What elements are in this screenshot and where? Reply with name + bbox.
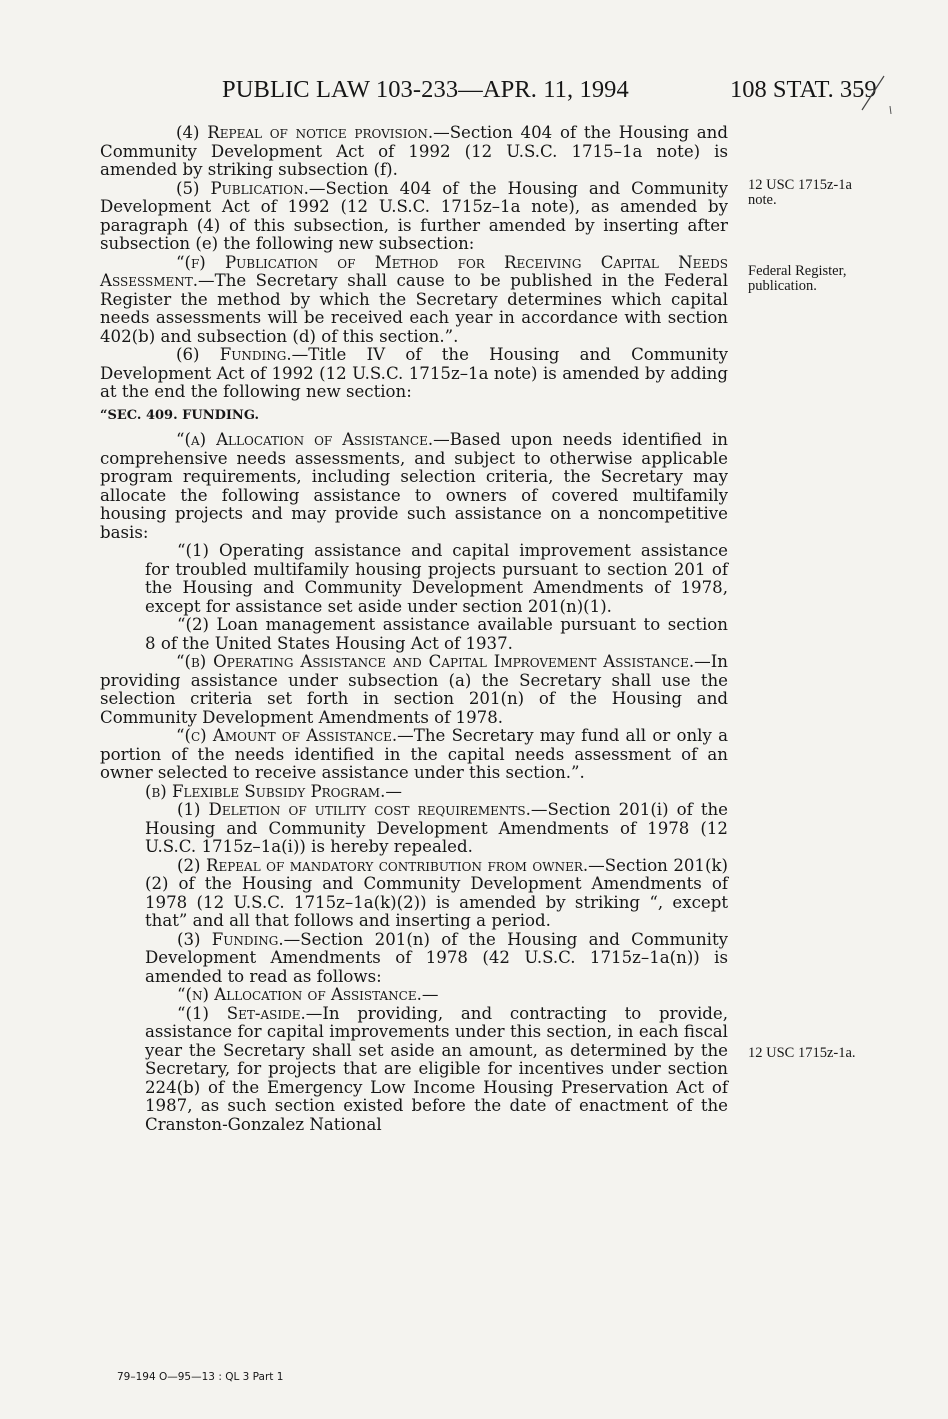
clause-1-set-aside: “(1) Set-aside.—In providing, and contracting to provide, assistance for capital improvements under this section, in each fiscal year the Secretary shall set aside an amount, as determined by the Secretary, for projects that are eligible for incentives under section 224(b) of the Emergency Low Income Housing Preservation Act of 1987, as such section existed before the date of enactment of the Cranston-Gonzalez National bbox=[145, 1003, 728, 1134]
clause-2-loan-management: “(2) Loan management assistance available pursuant to section 8 of the United States Housing Act of 1937. bbox=[145, 615, 728, 653]
section-409-heading: “SEC. 409. FUNDING. bbox=[100, 407, 259, 423]
statute-page-number: 108 STAT. 359 bbox=[730, 76, 877, 103]
subsection-n-allocation: “(n) Allocation of Assistance.— bbox=[177, 985, 439, 1004]
paragraph-repeal-contribution: (2) Repeal of mandatory contribution from owner.—Section 201(k)(2) of the Housing and Community Development Amendments of 1978 (12 U.S.C. 1715z–1a(k)(2)) is amended by striking “, except that” and all that follows and inserting a period. bbox=[145, 855, 728, 930]
handwritten-slash-mark bbox=[860, 70, 896, 116]
paragraph-funding-201n: (3) Funding.—Section 201(n) of the Housing and Community Development Amendments of 1978 (42 U.S.C. 1715z–1a(n)) is amended to read as follows: bbox=[145, 929, 728, 986]
print-footer: 79–194 O—95—13 : QL 3 Part 1 bbox=[117, 1371, 284, 1383]
statute-body bbox=[100, 124, 728, 1134]
paragraph-publication: (5) Publication.—Section 404 of the Housing and Community Development Act of 1992 (12 U.S.C. 1715z–1a note), as amended by paragraph (4) of this subsection, is further amended by inserting after subsection (e) the following new subsection: bbox=[100, 178, 728, 253]
margin-note-citation-2: 12 USC 1715z-1a. bbox=[748, 1045, 856, 1061]
margin-note-federal-register: Federal Register, publication. bbox=[748, 263, 847, 294]
paragraph-repeal-notice: (4) Repeal of notice provision.—Section 404 of the Housing and Community Development Act of 1992 (12 U.S.C. 1715–1a note) is amended by striking subsection (f). bbox=[100, 123, 728, 179]
subsection-b-operating-assistance: “(b) Operating Assistance and Capital Improvement Assistance.—In providing assistance under subsection (a) the Secretary shall use the selection criteria set forth in section 201(n) of the Housing and Community Development Amendments of 1978. bbox=[100, 652, 728, 727]
header-title: PUBLIC LAW 103-233—APR. 11, 1994 bbox=[222, 76, 629, 103]
paragraph-funding: (6) Funding.—Title IV of the Housing and Community Development Act of 1992 (12 U.S.C. 1715z–1a note) is amended by adding at the end the following new section: bbox=[100, 345, 728, 401]
subsection-f-publication-method: “(f) Publication of Method for Receiving Capital Needs Assessment.—The Secretary shall cause to be published in the Federal Register the method by which the Secretary determines which capital needs assessments will be received each year in accordance with section 402(b) and subsection (d) of this section.”. bbox=[100, 252, 728, 346]
page-header bbox=[0, 70, 948, 110]
subsection-a-allocation: “(a) Allocation of Assistance.—Based upon needs identified in comprehensive needs assessments, and subject to otherwise applicable program requirements, including selection criteria, the Secretary may allocate the following assistance to owners of covered multifamily housing projects and may provide such assistance on a noncompetitive basis: bbox=[100, 430, 728, 542]
clause-1-operating-assistance: “(1) Operating assistance and capital improvement assistance for troubled multifamily housing projects pursuant to section 201 of the Housing and Community Development Amendments of 1978, except for assistance set aside under section 201(n)(1). bbox=[145, 541, 728, 616]
subsection-c-amount: “(c) Amount of Assistance.—The Secretary may fund all or only a portion of the needs identified in the capital needs assessment of an owner selected to receive assistance under this section.”. bbox=[100, 726, 728, 782]
subsection-b-flexible-subsidy: (b) Flexible Subsidy Program.— bbox=[145, 781, 402, 801]
margin-note-citation-1: 12 USC 1715z-1a note. bbox=[748, 177, 852, 208]
paragraph-deletion-utility: (1) Deletion of utility cost requirements.—Section 201(i) of the Housing and Community Development Amendments of 1978 (12 U.S.C. 1715z–1a(i)) is hereby repealed. bbox=[145, 800, 728, 856]
